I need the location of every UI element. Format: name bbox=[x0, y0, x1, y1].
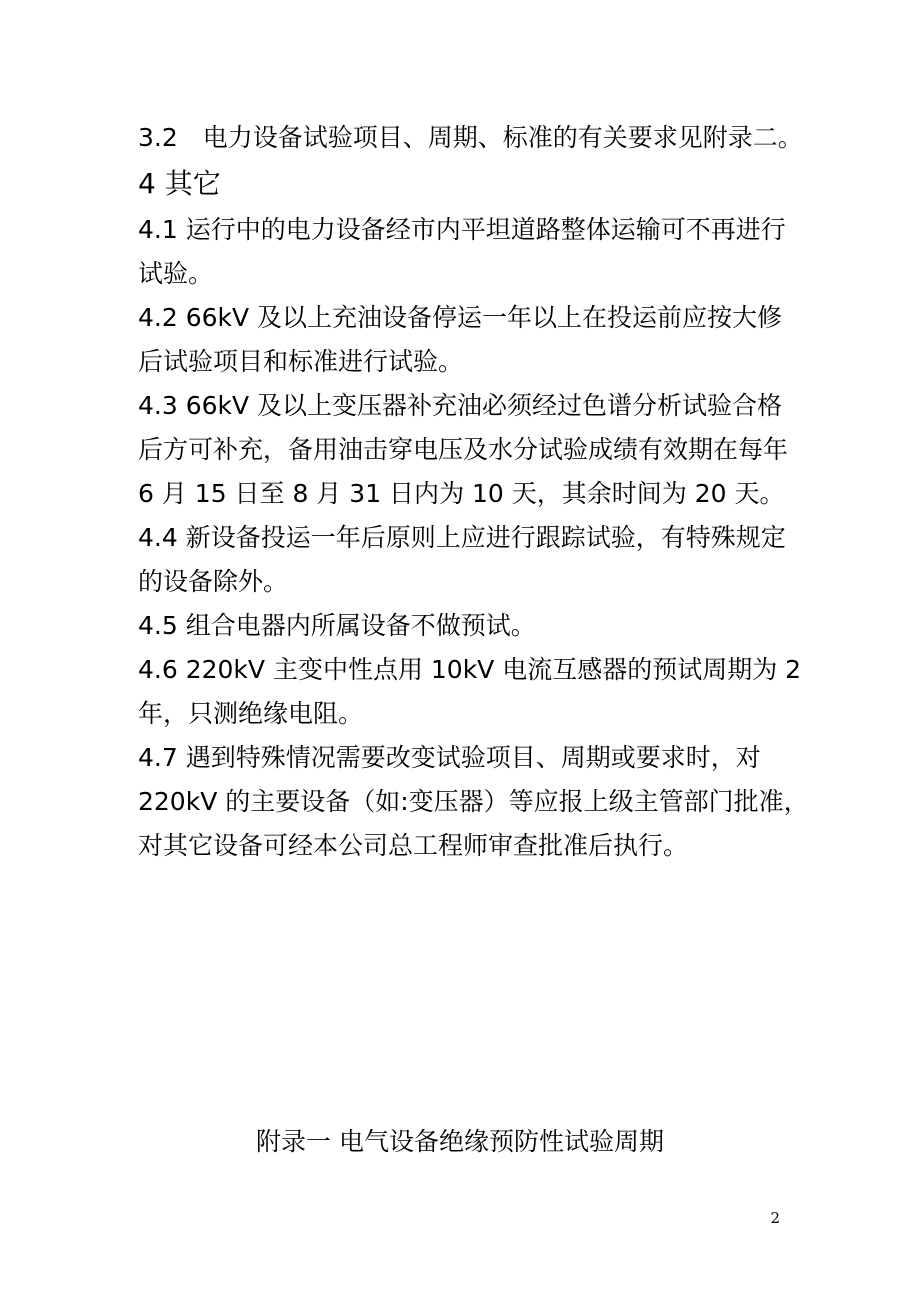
paragraph-line: 4.7 遇到特殊情况需要改变试验项目、周期或要求时，对 bbox=[138, 743, 761, 772]
paragraph-line: 的设备除外。 bbox=[138, 567, 289, 596]
paragraph-line: 4.3 66kV 及以上变压器补充油必须经过色谱分析试验合格 bbox=[138, 391, 783, 420]
paragraph-line: 后试验项目和标准进行试验。 bbox=[138, 347, 464, 376]
page-number: 2 bbox=[770, 1209, 780, 1227]
paragraph-line: 3.2 电力设备试验项目、周期、标准的有关要求见附录二。 bbox=[138, 123, 803, 152]
paragraph-line: 对其它设备可经本公司总工程师审查批准后执行。 bbox=[138, 831, 689, 860]
paragraph-line: 4.6 220kV 主变中性点用 10kV 电流互感器的预试周期为 2 bbox=[138, 655, 802, 684]
paragraph-line: 年，只测绝缘电阻。 bbox=[138, 699, 364, 728]
paragraph-line: 4.2 66kV 及以上充油设备停运一年以上在投运前应按大修 bbox=[138, 303, 783, 332]
section-heading: 4 其它 bbox=[138, 167, 221, 200]
paragraph-line: 后方可补充，备用油击穿电压及水分试验成绩有效期在每年 bbox=[138, 435, 789, 464]
paragraph-line: 220kV 的主要设备（如:变压器）等应报上级主管部门批准， bbox=[138, 787, 809, 816]
paragraph-line: 4.1 运行中的电力设备经市内平坦道路整体运输可不再进行 bbox=[138, 215, 786, 244]
paragraph-line: 4.5 组合电器内所属设备不做预试。 bbox=[138, 611, 536, 640]
body-text bbox=[138, 116, 809, 868]
paragraph-line: 6 月 15 日至 8 月 31 日内为 10 天，其余时间为 20 天。 bbox=[138, 479, 785, 508]
appendix-title: 附录一 电气设备绝缘预防性试验周期 bbox=[256, 1127, 664, 1156]
paragraph-line: 试验。 bbox=[138, 259, 214, 288]
paragraph-line: 4.4 新设备投运一年后原则上应进行跟踪试验，有特殊规定 bbox=[138, 523, 786, 552]
